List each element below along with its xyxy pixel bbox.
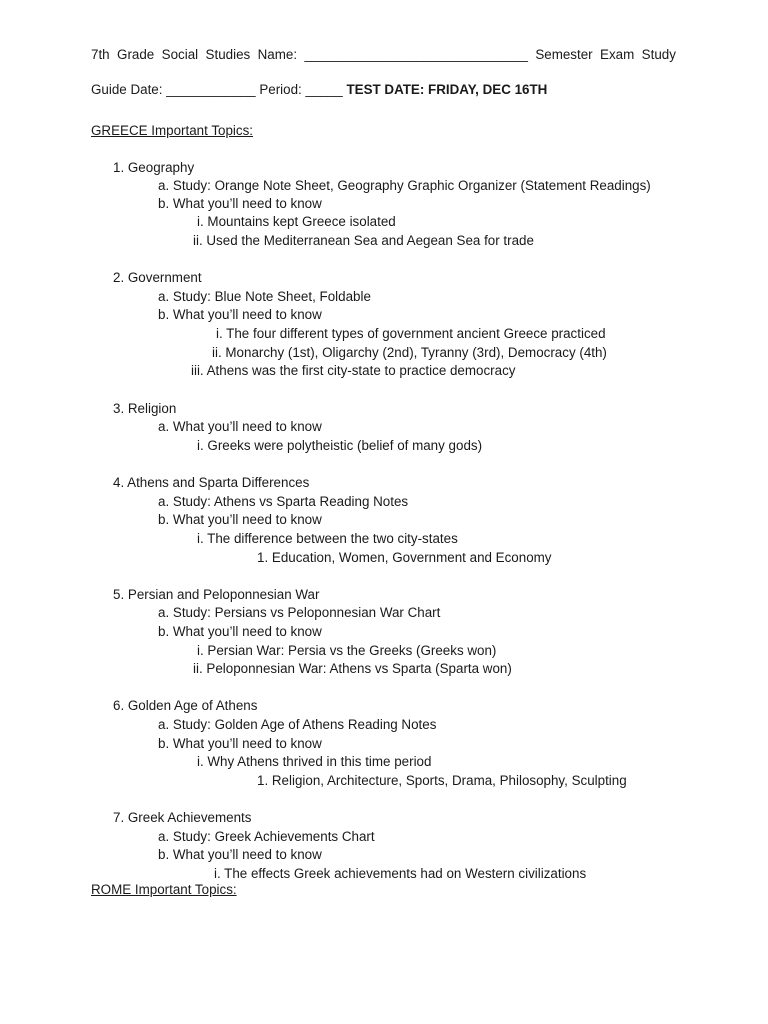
detail-item: ii. Peloponnesian War: Athens vs Sparta (Sparta won) [193, 661, 512, 676]
header-word: Study [641, 47, 676, 62]
need-to-know-item: b. What you’ll need to know [158, 624, 322, 639]
detail-item: ii. Used the Mediterranean Sea and Aegean Sea for trade [193, 233, 534, 248]
study-item: a. Study: Persians vs Peloponnesian War Chart [158, 605, 441, 620]
header-word: Semester [535, 47, 593, 62]
topic-heading: 3. Religion [113, 401, 177, 416]
topic-heading: 5. Persian and Peloponnesian War [113, 587, 320, 602]
header-word: Grade [117, 47, 155, 62]
topic-heading: 7. Greek Achievements [113, 810, 252, 825]
need-to-know-item: b. What you’ll need to know [158, 847, 322, 862]
detail-item: ii. Monarchy (1st), Oligarchy (2nd), Tyranny (3rd), Democracy (4th) [212, 345, 607, 360]
sub-detail-item: 1. Education, Women, Government and Economy [257, 550, 552, 565]
header-title-line [91, 47, 676, 63]
header-date-line [91, 82, 547, 98]
detail-item: i. Persian War: Persia vs the Greeks (Greeks won) [197, 643, 497, 658]
need-to-know-item: a. What you’ll need to know [158, 419, 322, 434]
need-to-know-item: b. What you’ll need to know [158, 512, 322, 527]
greece-heading: GREECE Important Topics: [91, 123, 253, 138]
detail-item: i. The four different types of government ancient Greece practiced [216, 326, 606, 341]
sub-detail-item: 1. Religion, Architecture, Sports, Drama, Philosophy, Sculpting [257, 773, 627, 788]
topic-heading: 6. Golden Age of Athens [113, 698, 258, 713]
detail-item: i. The effects Greek achievements had on Western civilizations [214, 866, 587, 881]
detail-item: iii. Athens was the first city-state to practice democracy [191, 363, 516, 378]
topic-heading: 4. Athens and Sparta Differences [113, 475, 310, 490]
header-word: Exam [600, 47, 635, 62]
need-to-know-item: b. What you’ll need to know [158, 196, 322, 211]
header-word: Name: [257, 47, 298, 62]
need-to-know-item: b. What you’ll need to know [158, 736, 322, 751]
detail-item: i. Why Athens thrived in this time period [197, 754, 432, 769]
name-blank: ______________________________ [304, 47, 528, 62]
test-date: TEST DATE: FRIDAY, DEC 16TH [346, 82, 548, 97]
study-item: a. Study: Blue Note Sheet, Foldable [158, 289, 371, 304]
header-word: Social [161, 47, 199, 62]
rome-heading: ROME Important Topics: [91, 882, 237, 897]
header-word: 7th [91, 47, 110, 62]
detail-item: i. The difference between the two city-states [197, 531, 458, 546]
period-blank: _____ [305, 82, 343, 97]
header-word: Studies [205, 47, 251, 62]
detail-item: i. Greeks were polytheistic (belief of many gods) [197, 438, 483, 453]
study-item: a. Study: Orange Note Sheet, Geography Graphic Organizer (Statement Readings) [158, 178, 651, 193]
topic-heading: 2. Government [113, 270, 202, 285]
study-item: a. Study: Golden Age of Athens Reading Notes [158, 717, 437, 732]
topic-heading: 1. Geography [113, 160, 195, 175]
study-item: a. Study: Athens vs Sparta Reading Notes [158, 494, 409, 509]
guide-date-blank: ____________ [166, 82, 256, 97]
period-label: Period: [259, 82, 302, 97]
study-item: a. Study: Greek Achievements Chart [158, 829, 375, 844]
need-to-know-item: b. What you’ll need to know [158, 307, 322, 322]
detail-item: i. Mountains kept Greece isolated [197, 214, 396, 229]
guide-date-label: Guide Date: [91, 82, 163, 97]
